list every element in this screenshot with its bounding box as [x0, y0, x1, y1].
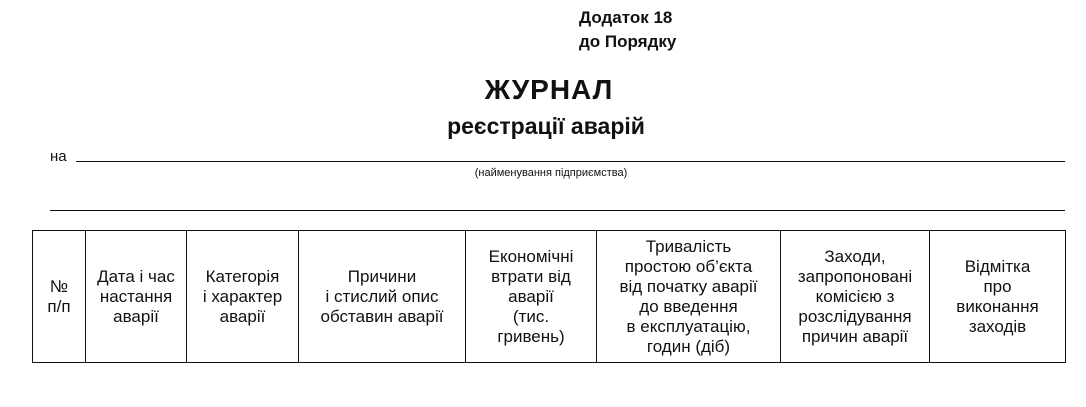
header-cell-economic-losses [466, 231, 597, 363]
header-line: Відмітка [964, 256, 1031, 276]
header-line: гривень) [497, 326, 565, 346]
header-line: від початку аварії [619, 276, 758, 296]
table-header-row [33, 231, 1066, 363]
appendix-procedure: до Порядку [579, 32, 677, 51]
header-line: запропоновані [797, 266, 913, 286]
header-line: аварії [113, 306, 159, 326]
header-line: аварії [219, 306, 266, 326]
header-line: (тис. [512, 306, 550, 326]
header-line: № [49, 276, 69, 296]
header-line: простою об’єкта [624, 256, 753, 276]
header-line: причин аварії [801, 326, 909, 346]
header-line: Заходи, [824, 246, 886, 266]
header-cell-downtime [597, 231, 781, 363]
header-line: Дата і час [97, 266, 175, 286]
header-line: Причини [347, 266, 417, 286]
header-cell-date-time [86, 231, 187, 363]
header-line: годин (діб) [646, 336, 731, 356]
header-line: комісією з [815, 286, 895, 306]
header-line: втрати від [491, 266, 571, 286]
enterprise-caption: (найменування підприємства) [474, 167, 628, 179]
header-line: Економічні [488, 246, 574, 266]
header-cell-number [33, 231, 86, 363]
enterprise-name-line [76, 161, 1065, 162]
header-cell-measures [781, 231, 930, 363]
enterprise-prefix: на [50, 148, 67, 165]
header-line: Тривалість [645, 236, 732, 256]
document-title: ЖУРНАЛ [484, 74, 614, 105]
header-line: настання [99, 286, 173, 306]
appendix-number: Додаток 18 [579, 8, 673, 27]
header-line: і стислий опис [325, 286, 439, 306]
header-line: обставин аварії [320, 306, 444, 326]
accident-journal-table [32, 230, 1066, 363]
document-subtitle: реєстрації аварій [447, 113, 645, 139]
header-cell-completion-mark [930, 231, 1066, 363]
header-line: п/п [47, 296, 71, 316]
enterprise-name-line-2 [50, 210, 1065, 211]
header-line: і характер [202, 286, 283, 306]
header-line: про [983, 276, 1012, 296]
header-line: Категорія [205, 266, 280, 286]
header-line: виконання [956, 296, 1039, 316]
header-cell-causes [299, 231, 466, 363]
header-line: до введення [639, 296, 738, 316]
header-line: аварії [508, 286, 554, 306]
header-line: в експлуатацію, [626, 316, 751, 336]
header-cell-category [187, 231, 299, 363]
header-line: розслідування [798, 306, 912, 326]
appendix-reference [579, 6, 676, 54]
header-line: заходів [968, 316, 1027, 336]
